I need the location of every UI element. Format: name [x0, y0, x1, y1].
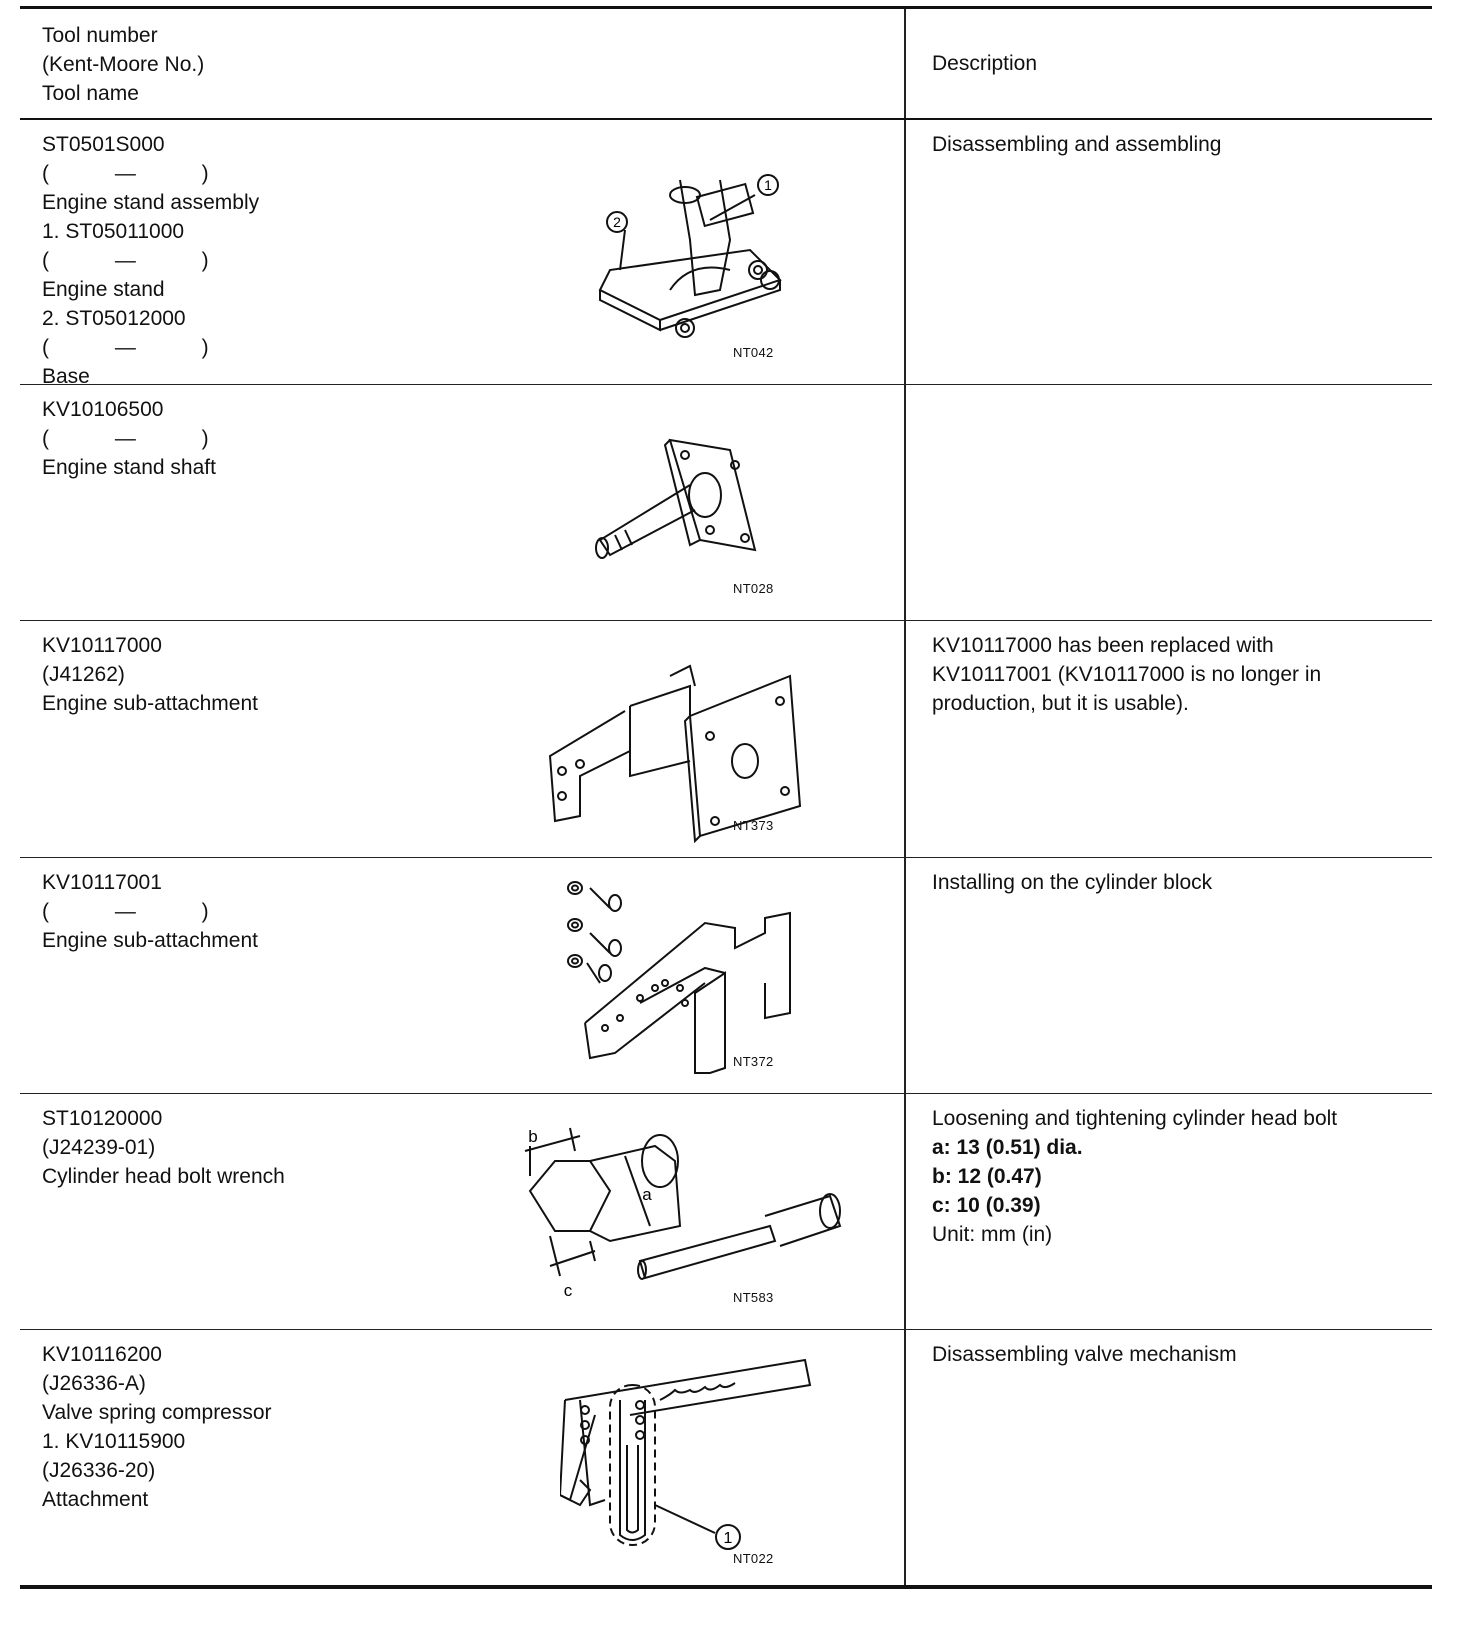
dimension-b: b: 12 (0.47): [932, 1165, 1042, 1188]
description-line: KV10117000 has been replaced with: [932, 634, 1274, 657]
kent-moore-number: ( — ): [42, 900, 209, 923]
figure-code: NT373: [733, 818, 774, 833]
kent-moore-number: (J26336-20): [42, 1459, 156, 1482]
dimension-label-b: b: [528, 1127, 538, 1146]
callout-1: 1: [764, 177, 772, 193]
tool-name: Engine stand shaft: [42, 456, 216, 479]
special-tools-table: [20, 6, 1432, 1589]
figure-code: NT372: [733, 1054, 774, 1069]
callout-2: 2: [613, 214, 621, 230]
figure-code: NT028: [733, 581, 774, 596]
column-divider: [904, 1330, 906, 1585]
tool-text: [42, 395, 216, 482]
table-row: [20, 120, 1432, 388]
kent-moore-number: (J24239-01): [42, 1136, 156, 1159]
dimension-label-c: c: [563, 1281, 573, 1300]
dimension-a: a: 13 (0.51) dia.: [932, 1136, 1083, 1159]
figure-code: NT583: [733, 1290, 774, 1305]
tool-number: KV10117001: [42, 871, 162, 894]
tool-text: [42, 1340, 272, 1514]
header-tool-column: [42, 21, 204, 108]
column-divider: [904, 621, 906, 857]
tool-name: Cylinder head bolt wrench: [42, 1165, 285, 1188]
tool-number: 2. ST05012000: [42, 307, 186, 330]
tool-name: Attachment: [42, 1488, 149, 1511]
column-divider: [904, 385, 906, 620]
tool-description: [932, 130, 1402, 159]
callout-1: 1: [723, 1530, 733, 1547]
column-divider: [904, 9, 906, 118]
table-row: [20, 858, 1432, 1094]
table-row: [20, 1094, 1432, 1330]
tool-description: [932, 1340, 1402, 1369]
kent-moore-number: ( — ): [42, 249, 209, 272]
description-line: Loosening and tightening cylinder head bolt: [932, 1107, 1338, 1130]
kent-moore-number: ( — ): [42, 427, 209, 450]
table-header: [20, 9, 1432, 120]
tool-number: KV10116200: [42, 1343, 162, 1366]
tool-number: KV10117000: [42, 634, 162, 657]
tool-number: KV10106500: [42, 398, 164, 421]
dimension-label-a: a: [642, 1185, 652, 1204]
table-row: [20, 621, 1432, 858]
description-line: production, but it is usable).: [932, 692, 1189, 715]
header-line: Tool number: [42, 24, 158, 47]
tool-name: Valve spring compressor: [42, 1401, 272, 1424]
engine-sub-attachment-illustration: [540, 646, 830, 846]
tool-number: 1. KV10115900: [42, 1430, 186, 1453]
tool-description: [932, 631, 1402, 718]
tool-text: [42, 631, 258, 718]
column-divider: [904, 858, 906, 1093]
tool-name: Engine stand: [42, 278, 165, 301]
tool-description: [932, 1104, 1402, 1249]
column-divider: [904, 1094, 906, 1329]
cylinder-head-bolt-wrench-illustration: [510, 1116, 850, 1316]
kent-moore-number: (J41262): [42, 663, 125, 686]
tool-name: Base: [42, 365, 90, 388]
engine-stand-illustration: [580, 150, 830, 370]
header-line: Tool name: [42, 82, 139, 105]
tool-number: 1. ST05011000: [42, 220, 185, 243]
header-description: Description: [932, 52, 1038, 75]
dimension-c: c: 10 (0.39): [932, 1194, 1041, 1217]
kent-moore-number: ( — ): [42, 336, 209, 359]
tool-number: ST10120000: [42, 1107, 163, 1130]
valve-spring-compressor-illustration: [560, 1355, 840, 1570]
tool-number: ST0501S000: [42, 133, 165, 156]
tool-description: [932, 868, 1402, 897]
kent-moore-number: ( — ): [42, 162, 209, 185]
tool-name: Engine sub-attachment: [42, 692, 258, 715]
column-divider: [904, 120, 906, 384]
unit-note: Unit: mm (in): [932, 1223, 1053, 1246]
figure-code: NT042: [733, 345, 774, 360]
description-line: Disassembling valve mechanism: [932, 1343, 1237, 1366]
description-line: Installing on the cylinder block: [932, 871, 1213, 894]
table-row: [20, 1330, 1432, 1589]
description-line: KV10117001 (KV10117000 is no longer in: [932, 663, 1322, 686]
table-row: [20, 385, 1432, 621]
figure-code: NT022: [733, 1551, 774, 1566]
header-line: (Kent-Moore No.): [42, 53, 205, 76]
tool-name: Engine sub-attachment: [42, 929, 258, 952]
kent-moore-number: (J26336-A): [42, 1372, 146, 1395]
engine-sub-attachment-kit-illustration: [565, 873, 830, 1083]
tool-text: [42, 868, 258, 955]
tool-text: [42, 1104, 285, 1191]
tool-name: Engine stand assembly: [42, 191, 260, 214]
engine-stand-shaft-illustration: [580, 430, 800, 590]
tool-text: [42, 130, 259, 391]
description-line: Disassembling and assembling: [932, 133, 1222, 156]
